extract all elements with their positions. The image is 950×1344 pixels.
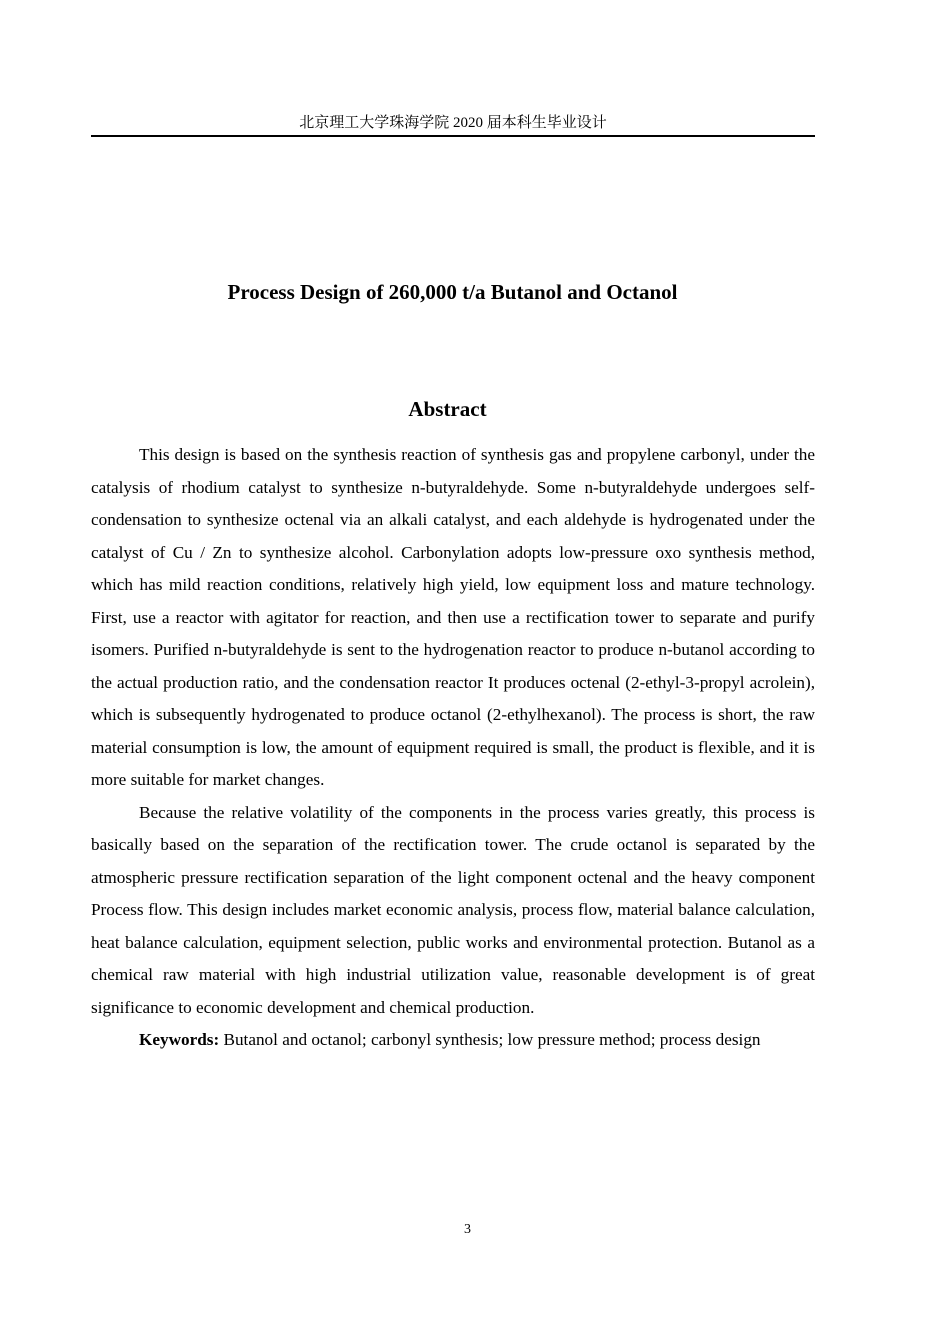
page-number: 3 bbox=[464, 1222, 471, 1237]
keywords-text: Butanol and octanol; carbonyl synthesis; low pressure method; process design bbox=[219, 1030, 761, 1049]
page-header bbox=[91, 113, 815, 137]
abstract-heading: Abstract bbox=[408, 397, 487, 421]
paper-title: Process Design of 260,000 t/a Butanol and Octanol bbox=[227, 280, 678, 304]
keywords-label: Keywords: bbox=[139, 1030, 220, 1049]
page-header-text: 北京理工大学珠海学院 2020 届本科生毕业设计 bbox=[299, 115, 607, 131]
abstract-paragraph-1: This design is based on the synthesis reaction of synthesis gas and propylene carbonyl, under the catalysis of rhodium catalyst to synthesize n-butyraldehyde. Some n-butyraldehyde undergoes self-condensation to synthesize octenal via an alkali catalyst, and each aldehyde is hydrogenated under the catalyst of Cu / Zn to synthesize alcohol. Carbonylation adopts low-pressure oxo synthesis method, which has mild reaction conditions, relatively high yield, low equipment loss and mature technology. First, use a reactor with agitator for reaction, and then use a rectification tower to separate and purify isomers. Purified n-butyraldehyde is sent to the hydrogenation reactor to produce n-butanol according to the actual production ratio, and the condensation reactor It produces octenal (2-ethyl-3-propyl acrolein), which is subsequently hydrogenated to produce octanol (2-ethylhexanol). The process is short, the raw material consumption is low, the amount of equipment required is small, the product is flexible, and it is more suitable for market changes. bbox=[91, 445, 815, 789]
abstract-body bbox=[91, 439, 815, 1057]
abstract-paragraph-2: Because the relative volatility of the components in the process varies greatly, this process is basically based on the separation of the rectification tower. The crude octanol is separated by the atmospheric pressure rectification separation of the light component octenal and the heavy component Process flow. This design includes market economic analysis, process flow, material balance calculation, heat balance calculation, equipment selection, public works and environmental protection. Butanol as a chemical raw material with high industrial utilization value, reasonable development is of great significance to economic development and chemical production. bbox=[91, 802, 815, 1017]
keywords-paragraph bbox=[91, 1024, 815, 1057]
